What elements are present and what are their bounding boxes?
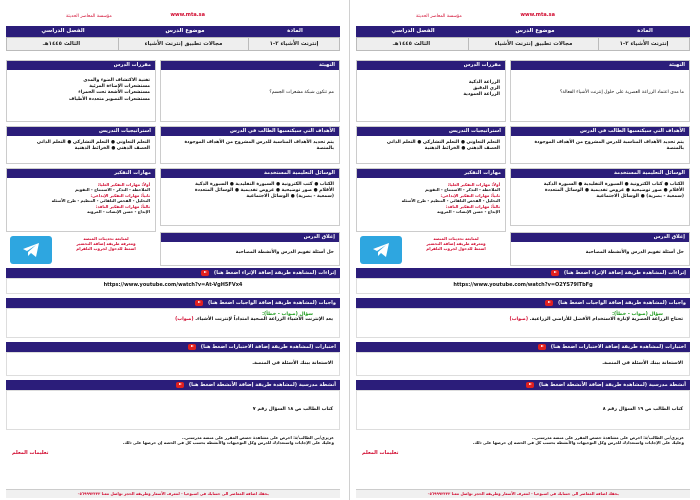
closure-box xyxy=(160,232,340,266)
prior-item: تقنية الاكتشاف الضوء والمدى xyxy=(83,78,150,83)
thinking-line: الإبداع - حسن الإنصات - المرونة xyxy=(437,209,500,215)
activity-text: كتاب الطالب ص ١٩ السؤال رقم ٨ xyxy=(602,407,683,412)
youtube-icon xyxy=(195,300,203,306)
notes-line: عزيزي/تي الطالب/ة: احرص على مشاهدة حصص المقرر على منصة مدرستي.. xyxy=(181,435,334,440)
youtube-icon xyxy=(551,270,559,276)
prior-title: مقررات الدرس xyxy=(7,61,155,70)
promo-line: ومعرفة طريقة إضافة التحضير xyxy=(76,241,136,246)
tests-strip xyxy=(6,352,340,376)
objectives-box xyxy=(510,126,690,164)
homework-banner[interactable] xyxy=(6,298,340,308)
notes-title: تعليمات المعلم xyxy=(12,450,49,456)
thinking-line: ثالثاً: مهارات التفكير الناقد: xyxy=(95,203,150,209)
thinking-box xyxy=(6,168,156,232)
intro-box xyxy=(510,60,690,122)
site-url[interactable]: www.mta.sa xyxy=(520,12,555,18)
activity-text: كتاب الطالب ص ١٨ السؤال رقم ٧ xyxy=(252,407,333,412)
prior-item: الري الدقيق xyxy=(473,86,500,92)
intro-title: التهيئة xyxy=(511,61,689,70)
page-footer: بحقك اضافة المعاصر الى حسابك في اسبوعيا - لمعرف الأسعار وطريقة الحجز تواصل معنا ٠٥٦٩٩٩٣٣٣٣ xyxy=(356,489,690,498)
closure-title: إغلاق الدرس xyxy=(161,233,339,242)
activity-strip xyxy=(6,390,340,430)
youtube-icon xyxy=(538,344,546,350)
thinking-line: التحليل - الفحص التلقائي - التنظيم - طرح الأسئلة xyxy=(401,198,500,204)
aids-line: (سمعية - بصرية) ● الوسائل الاجتماعية xyxy=(246,194,334,200)
thinking-line: ثانياً: مهارات التفكير الإبداعي: xyxy=(440,192,500,198)
homework-banner-label: واجبات (لمشاهدة طريقة إضافة الواجبات اضغط هنا) xyxy=(557,300,686,306)
notes-title: تعليمات المعلم xyxy=(362,450,399,456)
subject-label: المادة xyxy=(637,28,653,34)
aids-line: الكتاب ● كتاب الكترونية ● السبورة التقليدية ● السبورة الذكية xyxy=(543,182,684,187)
homework-text: تحتاج الزراعة العصرية لإنارة الاستخدام الأفضل للأراضي الزراعية. xyxy=(529,317,683,322)
telegram-promo[interactable] xyxy=(58,236,154,251)
header-labels-row xyxy=(6,26,340,37)
teacher-notes xyxy=(356,432,690,462)
subject-label: المادة xyxy=(287,28,303,34)
tests-banner-label: اختبارات (لمشاهدة طريقة إضافة الاختبارات اضغط هنا) xyxy=(550,344,686,350)
tests-banner-label: اختبارات (لمشاهدة طريقة إضافة الاختبارات اضغط هنا) xyxy=(200,344,336,350)
tests-text: الاستعانة ببنك الأسئلة في المنصة. xyxy=(602,361,683,366)
aids-box xyxy=(160,168,340,226)
notes-line: وعليك على الإجابات واستعدادك للدرس وكل التوجيهات والأنشطة بحسب كل في الحصة إن حرصها على ذلك. xyxy=(472,440,684,446)
prior-item: مستشعرات الإضاءة المرئية xyxy=(89,84,150,90)
tests-text: الاستعانة ببنك الأسئلة في المنصة. xyxy=(252,361,333,366)
thinking-box xyxy=(356,168,506,232)
site-name: مؤسسة المعاصر الحديثة xyxy=(66,14,112,19)
prior-item: الزراعة الذكية xyxy=(468,80,500,85)
youtube-icon xyxy=(545,300,553,306)
aids-box xyxy=(510,168,690,226)
aids-line: الأقلام ● صور توضيحية ● عروض تقديمية ● الوسائل المتعددة xyxy=(544,188,684,194)
telegram-promo[interactable] xyxy=(408,236,504,251)
aids-line: الأقلام ● صور توضيحية ● عروض تقديمية ● الوسائل المتعددة xyxy=(194,188,334,194)
enrichment-banner-label: إثراءات (لمشاهدة طريقة إضافة الإثراء اضغط هنا) xyxy=(563,270,686,276)
topic-label: موضوع الدرس xyxy=(165,28,205,34)
strategies-title: استراتيجيات التدريس xyxy=(357,127,505,136)
prior-item: الزراعة العمودية xyxy=(463,92,500,98)
homework-answer: (صواب) xyxy=(175,317,194,322)
strategies-title: استراتيجيات التدريس xyxy=(7,127,155,136)
closure-box xyxy=(510,232,690,266)
youtube-icon xyxy=(188,344,196,350)
thinking-line: الملاحظة - التذكر - الاستنتاج - التقويم xyxy=(75,187,150,193)
homework-banner-label: واجبات (لمشاهدة طريقة إضافة الواجبات اضغط هنا) xyxy=(207,300,336,306)
aids-title: الوسائل التعليمية المستخدمة xyxy=(511,169,689,178)
homework-banner[interactable] xyxy=(356,298,690,308)
prior-item: مستشعرات التصوير متعددة الأطياف xyxy=(69,96,150,102)
thinking-title: مهارات التفكير xyxy=(7,169,155,178)
activity-banner-label: أنشطة مدرسية (لمشاهدة طريقة إضافة الأنشطة اضغط هنا) xyxy=(188,382,336,388)
site-url[interactable]: www.mta.sa xyxy=(170,12,205,18)
site-line xyxy=(356,4,690,18)
notes-line: عزيزي/تي الطالب/ة: احرص على مشاهدة حصص المقرر على منصة مدرستي.. xyxy=(531,435,684,440)
strategies-box xyxy=(6,126,156,164)
header-values-row xyxy=(6,37,340,51)
objectives-text: يتم تحديد الأهداف المناسبة للدرس المشروح من الأهداف الموجودة بالمنصة xyxy=(534,140,684,152)
youtube-icon xyxy=(526,382,534,388)
homework-answer: (صواب) xyxy=(509,317,529,322)
page-footer: بحقك اضافة المعاصر الى حسابك في اسبوعيا - لمعرف الأسعار وطريقة الحجز تواصل معنا ٠٥٦٩٩٩٣٣٣٣ xyxy=(6,489,340,498)
prior-box xyxy=(356,60,506,122)
tests-strip xyxy=(356,352,690,376)
promo-line: اضغط للدخول لجروب التلقرام xyxy=(426,246,486,251)
homework-strip xyxy=(356,308,690,338)
semester-value: الثالث ١٤٤٥هـ xyxy=(355,38,469,50)
aids-line: (سمعية - بصرية) ● الوسائل الاجتماعية xyxy=(596,194,684,200)
closure-text: حل أسئلة تقويم الدرس والأنشطة المصاحبة xyxy=(585,250,684,255)
strategies-text-2: العصف الذهني ● الخرائط الذهنية xyxy=(74,146,150,152)
thinking-title: مهارات التفكير xyxy=(357,169,505,178)
thinking-line: أولاً: مهارات التفكير العليا: xyxy=(447,182,500,187)
promo-line: لمتابعة تحديثات المنصة xyxy=(83,236,129,241)
teacher-notes xyxy=(6,432,340,462)
enrichment-url[interactable]: https://www.youtube.com/watch?v=At-VgH5FVx4 xyxy=(103,282,243,288)
enrichment-banner-label: إثراءات (لمشاهدة طريقة إضافة الإثراء اضغط هنا) xyxy=(213,270,336,276)
topic-value: مجالات تطبيق إنترنت الأشياء xyxy=(469,38,599,50)
semester-label: الفصل الدراسي xyxy=(391,28,435,34)
thinking-line: ثانياً: مهارات التفكير الإبداعي: xyxy=(90,192,150,198)
thinking-line: التحليل - الفحص التلقائي - التنظيم - طرح الأسئلة xyxy=(51,198,150,204)
enrichment-url[interactable]: https://www.youtube.com/watch?v=O2YS79lTbFg xyxy=(453,282,593,288)
thinking-line: الملاحظة - التذكر - الاستنتاج - التقويم xyxy=(425,187,500,193)
aids-title: الوسائل التعليمية المستخدمة xyxy=(161,169,339,178)
thinking-line: الإبداع - حسن الإنصات - المرونة xyxy=(87,209,150,215)
youtube-icon xyxy=(176,382,184,388)
strategies-box xyxy=(356,126,506,164)
prior-box xyxy=(6,60,156,122)
semester-label: الفصل الدراسي xyxy=(41,28,85,34)
telegram-icon[interactable] xyxy=(360,236,402,264)
intro-box xyxy=(160,60,340,122)
aids-line: الكتاب ● كتب الكترونية ● السبورة التقليدية ● السبورة الذكية xyxy=(195,182,334,187)
homework-question-type: سؤال (صواب - خطأ): xyxy=(612,312,663,317)
enrichment-banner[interactable] xyxy=(6,268,340,278)
objectives-title: الأهداف التي سيكتسبها الطالب في الدرس xyxy=(511,127,689,136)
activity-banner[interactable] xyxy=(356,380,690,390)
prior-item: مستشعرات الأشعة تحت الحمراء xyxy=(78,90,150,96)
intro-text: مم تتكون شبكة مشعرات الجسم؟ xyxy=(269,90,334,95)
thinking-line: ثالثاً: مهارات التفكير الناقد: xyxy=(445,203,500,209)
intro-title: التهيئة xyxy=(161,61,339,70)
header-values-row xyxy=(356,37,690,51)
enrichment-banner[interactable] xyxy=(356,268,690,278)
site-line xyxy=(6,4,340,18)
page-divider xyxy=(349,0,350,500)
intro-text: ما مدى اعتماد الزراعة العصرية على حلول إنترنت الأشياء الفعالة؟ xyxy=(559,90,684,95)
strategies-text: التعلم التعاوني ● التعلم التشاركي ● التعلم الذاتي xyxy=(36,140,150,145)
promo-line: لمتابعة تحديثات المنصة xyxy=(433,236,479,241)
closure-text: حل أسئلة تقويم الدرس والأنشطة المصاحبة xyxy=(235,250,334,255)
objectives-title: الأهداف التي سيكتسبها الطالب في الدرس xyxy=(161,127,339,136)
activity-strip xyxy=(356,390,690,430)
homework-text: يعد الإنترنت الأشياء الزراعة الصحية امتداداً لإنترنت الأشياء. xyxy=(195,317,333,322)
thinking-line: أولاً: مهارات التفكير العليا: xyxy=(97,182,150,187)
topic-label: موضوع الدرس xyxy=(515,28,555,34)
topic-value: مجالات تطبيق إنترنت الأشياء xyxy=(119,38,249,50)
strategies-text: التعلم التعاوني ● التعلم التشاركي ● التعلم الذاتي xyxy=(386,140,500,145)
objectives-box xyxy=(160,126,340,164)
tests-banner[interactable] xyxy=(356,342,690,352)
strategies-text-2: العصف الذهني ● الخرائط الذهنية xyxy=(424,146,500,152)
enrichment-strip xyxy=(6,278,340,294)
subject-value: إنترنت الأشياء ٢-١ xyxy=(269,41,319,47)
closure-title: إغلاق الدرس xyxy=(511,233,689,242)
lesson-page-right xyxy=(356,0,690,500)
tests-banner[interactable] xyxy=(6,342,340,352)
enrichment-strip xyxy=(356,278,690,294)
youtube-icon xyxy=(201,270,209,276)
objectives-text: يتم تحديد الأهداف المناسبة للدرس المشروح من الأهداف الموجودة بالمنصة xyxy=(184,140,334,152)
activity-banner-label: أنشطة مدرسية (لمشاهدة طريقة إضافة الأنشطة اضغط هنا) xyxy=(538,382,686,388)
homework-strip xyxy=(6,308,340,338)
prior-title: مقررات الدرس xyxy=(357,61,505,70)
promo-line: اضغط للدخول لجروب التلقرام xyxy=(76,246,136,251)
telegram-icon[interactable] xyxy=(10,236,52,264)
notes-line: وعليك على الإجابات واستعدادك للدرس وكل التوجيهات والأنشطة بحسب كل في الحصة إن حرصها على ذلك. xyxy=(122,440,334,446)
activity-banner[interactable] xyxy=(6,380,340,390)
header-labels-row xyxy=(356,26,690,37)
homework-question-type: سؤال (صواب - خطأ): xyxy=(262,312,313,317)
lesson-page-left xyxy=(6,0,340,500)
semester-value: الثالث ١٤٤٥هـ xyxy=(5,38,119,50)
site-name: مؤسسة المعاصر الحديثة xyxy=(416,14,462,19)
promo-line: ومعرفة طريقة إضافة التحضير xyxy=(426,241,486,246)
subject-value: إنترنت الأشياء ٢-١ xyxy=(619,41,669,47)
